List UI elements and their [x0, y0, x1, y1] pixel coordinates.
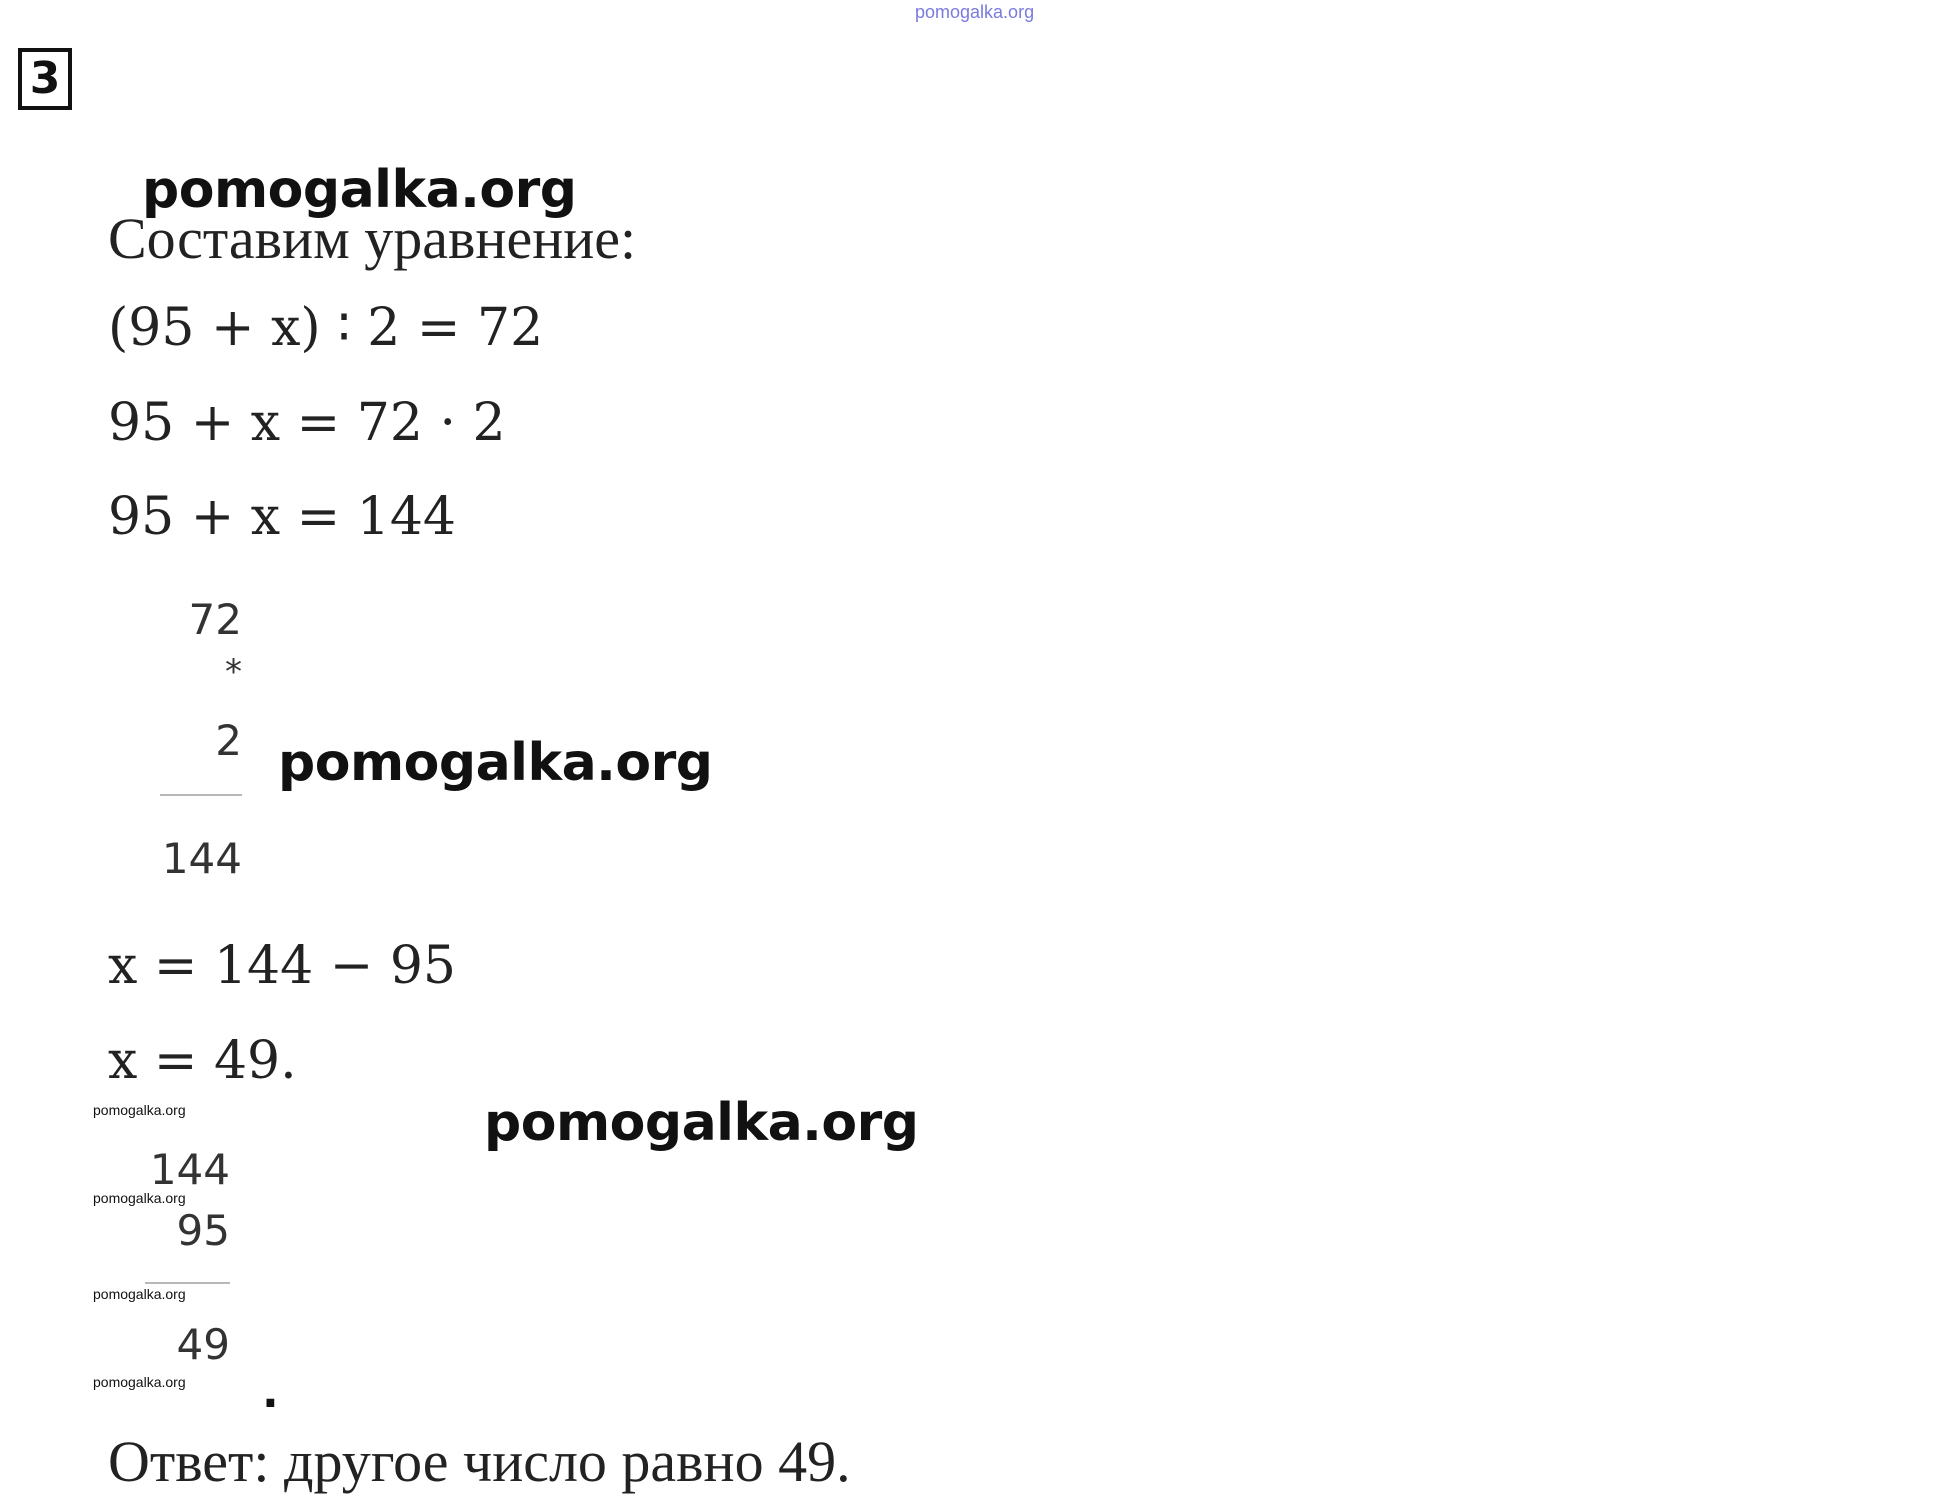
equation-2: 95 + x = 72 · 2 [108, 393, 506, 453]
watermark-top: pomogalka.org [915, 2, 1035, 22]
sub-top-number: 144 [149, 1145, 230, 1194]
answer-text: Ответ: другое число равно 49. [108, 1429, 851, 1494]
watermark-big: pomogalka.org [484, 1093, 919, 1153]
mult-result: 144 [161, 834, 242, 883]
mult-operator: * [225, 652, 242, 692]
watermark-big: pomogalka.org [278, 733, 713, 793]
watermark-big: pomogalka.org [142, 160, 577, 220]
solution-1: x = 144 − 95 [108, 936, 457, 996]
solution-2: x = 49. [108, 1031, 297, 1091]
sub-bottom-number: 95 [176, 1206, 230, 1255]
mult-rule [160, 794, 242, 796]
watermark-small: pomogalka.org [93, 1102, 186, 1118]
equation-1: (95 + x) ∶ 2 = 72 [108, 298, 544, 358]
watermark-small: pomogalka.org [93, 1190, 186, 1206]
watermark-small: pomogalka.org [93, 1374, 186, 1390]
stray-dot: . [262, 1367, 279, 1418]
intro-text: Составим уравнение: [108, 206, 637, 271]
watermark-small: pomogalka.org [93, 1286, 186, 1302]
task-number: 3 [18, 48, 72, 110]
equation-3: 95 + x = 144 [108, 487, 457, 547]
sub-result: 49 [176, 1320, 230, 1369]
sub-rule [145, 1282, 230, 1284]
mult-top-number: 72 [188, 595, 242, 644]
mult-bottom-number: 2 [215, 716, 242, 765]
